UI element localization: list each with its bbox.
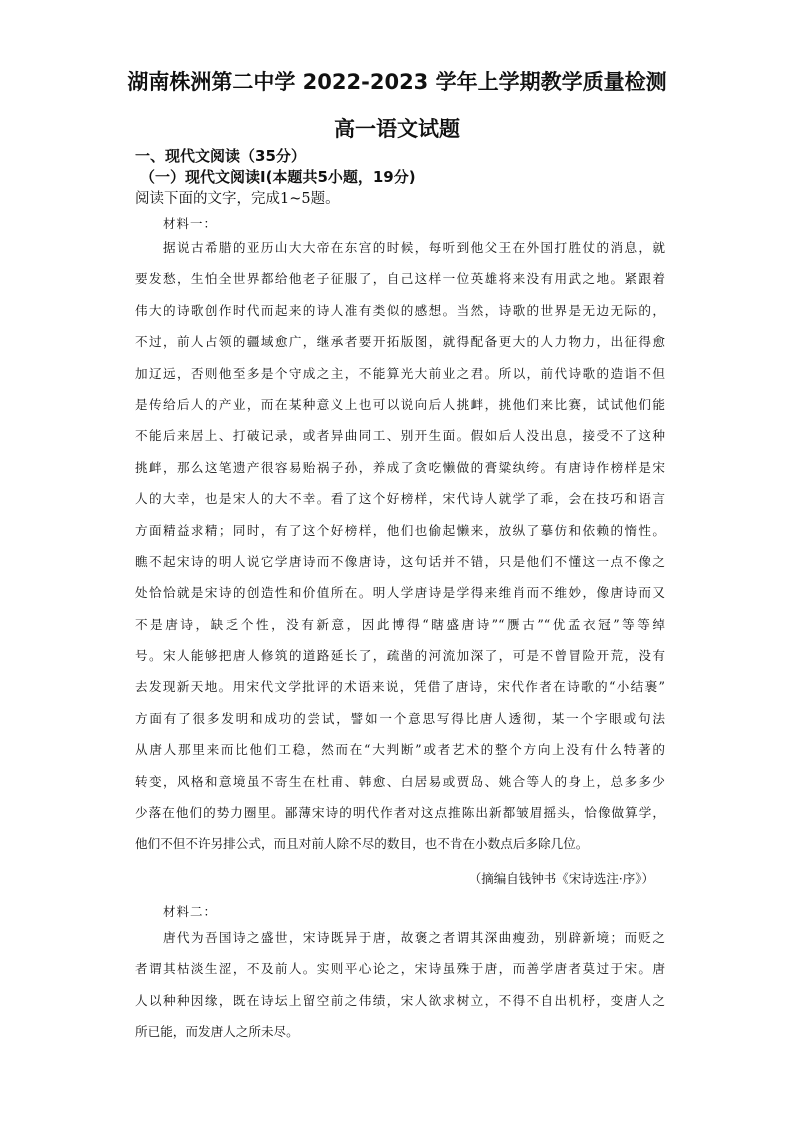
text-line: 转变，风格和意境虽不寄生在杜甫、韩愈、白居易或贾岛、姚合等人的身上，总多多少 (135, 773, 665, 789)
text-line: 所已能，而发唐人之所未尽。 (135, 1024, 299, 1040)
material-two-text (135, 928, 665, 1054)
material-one-source: （摘编自钱钟书《宋诗选注·序》） (468, 871, 654, 886)
text-line: 瞧不起宋诗的明人说它学唐诗而不像唐诗，这句话并不错，只是他们不懂这一点不像之 (135, 553, 665, 569)
text-line: 不能后来居上、打破记录，或者异曲同工、别开生面。假如后人没出息，接受不了这种 (135, 428, 665, 444)
text-line: 方面精益求精；同时，有了这个好榜样，他们也偷起懒来，放纵了摹仿和依赖的惰性。 (135, 522, 665, 538)
instruction-text: 阅读下面的文字，完成1~5题。 (135, 191, 340, 207)
exam-subtitle: 高一语文试题 (334, 117, 460, 141)
text-line: 人以种种因缘，既在诗坛上留空前之伟绩，宋人欲求树立，不得不自出机杼，变唐人之 (135, 992, 665, 1008)
text-line: 他们不但不许另排公式，而且对前人除不尽的数目，也不肯在小数点后多除几位。 (135, 836, 589, 852)
text-line: 挑衅，那么这笔遗产很容易贻祸子孙，养成了贪吃懒做的膏粱纨绔。有唐诗作榜样是宋 (135, 459, 665, 475)
text-line: 加辽远，否则他至多是个守成之主，不能算光大前业之君。所以，前代诗歌的造诣不但 (135, 365, 665, 381)
subsection-heading: （一）现代文阅读Ⅰ(本题共5小题，19分) (140, 168, 416, 186)
text-line: 据说古希腊的亚历山大大帝在东宫的时候，每听到他父王在外国打胜仗的消息，就 (163, 240, 665, 255)
text-line: 人的大幸，也是宋人的大不幸。看了这个好榜样，宋代诗人就学了乖，会在技巧和语言 (135, 491, 665, 507)
text-line: 者谓其枯淡生涩，不及前人。实则平心论之，宋诗虽殊于唐，而善学唐者莫过于宋。唐 (135, 961, 665, 977)
section-heading: 一、现代文阅读（35分） (135, 147, 306, 165)
text-line: 方面有了很多发明和成功的尝试，譬如一个意思写得比唐人透彻，某一个字眼或句法 (135, 710, 665, 726)
text-line: 要发愁，生怕全世界都给他老子征服了，自己这样一位英雄将来没有用武之地。紧跟着 (135, 271, 665, 287)
text-line: 号。宋人能够把唐人修筑的道路延长了，疏凿的河流加深了，可是不曾冒险开荒，没有 (135, 648, 665, 664)
text-line: 少落在他们的势力圈里。鄙薄宋诗的明代作者对这点推陈出新都皱眉摇头，恰像做算学， (135, 805, 665, 821)
text-line: 不过，前人占领的疆域愈广，继承者要开拓版图，就得配备更大的人力物力，出征得愈 (135, 334, 665, 350)
material-one-label: 材料一： (163, 216, 218, 231)
text-line: 去发现新天地。用宋代文学批评的术语来说，凭借了唐诗，宋代作者在诗歌的“小结裹” (135, 679, 665, 695)
exam-title: 湖南株洲第二中学 2022-2023 学年上学期教学质量检测 (127, 70, 667, 94)
material-one-text (135, 238, 665, 866)
text-line: 唐代为吾国诗之盛世，宋诗既异于唐，故褒之者谓其深曲瘦劲，别辟新境；而贬之 (163, 930, 665, 945)
text-line: 是传给后人的产业，而在某种意义上也可以说向后人挑衅，挑他们来比赛，试试他们能 (135, 396, 665, 412)
text-line: 不是唐诗，缺乏个性，没有新意，因此博得“瞎盛唐诗”“赝古”“优孟衣冠”等等绰 (135, 616, 665, 632)
text-line: 从唐人那里来而比他们工稳，然而在“大判断”或者艺术的整个方向上没有什么特著的 (135, 742, 665, 758)
material-two-label: 材料二： (163, 904, 218, 919)
text-line: 处恰恰就是宋诗的创造性和价值所在。明人学唐诗是学得来维肖而不维妙，像唐诗而又 (135, 585, 665, 601)
text-line: 伟大的诗歌创作时代而起来的诗人准有类似的感想。当然，诗歌的世界是无边无际的， (135, 302, 665, 318)
